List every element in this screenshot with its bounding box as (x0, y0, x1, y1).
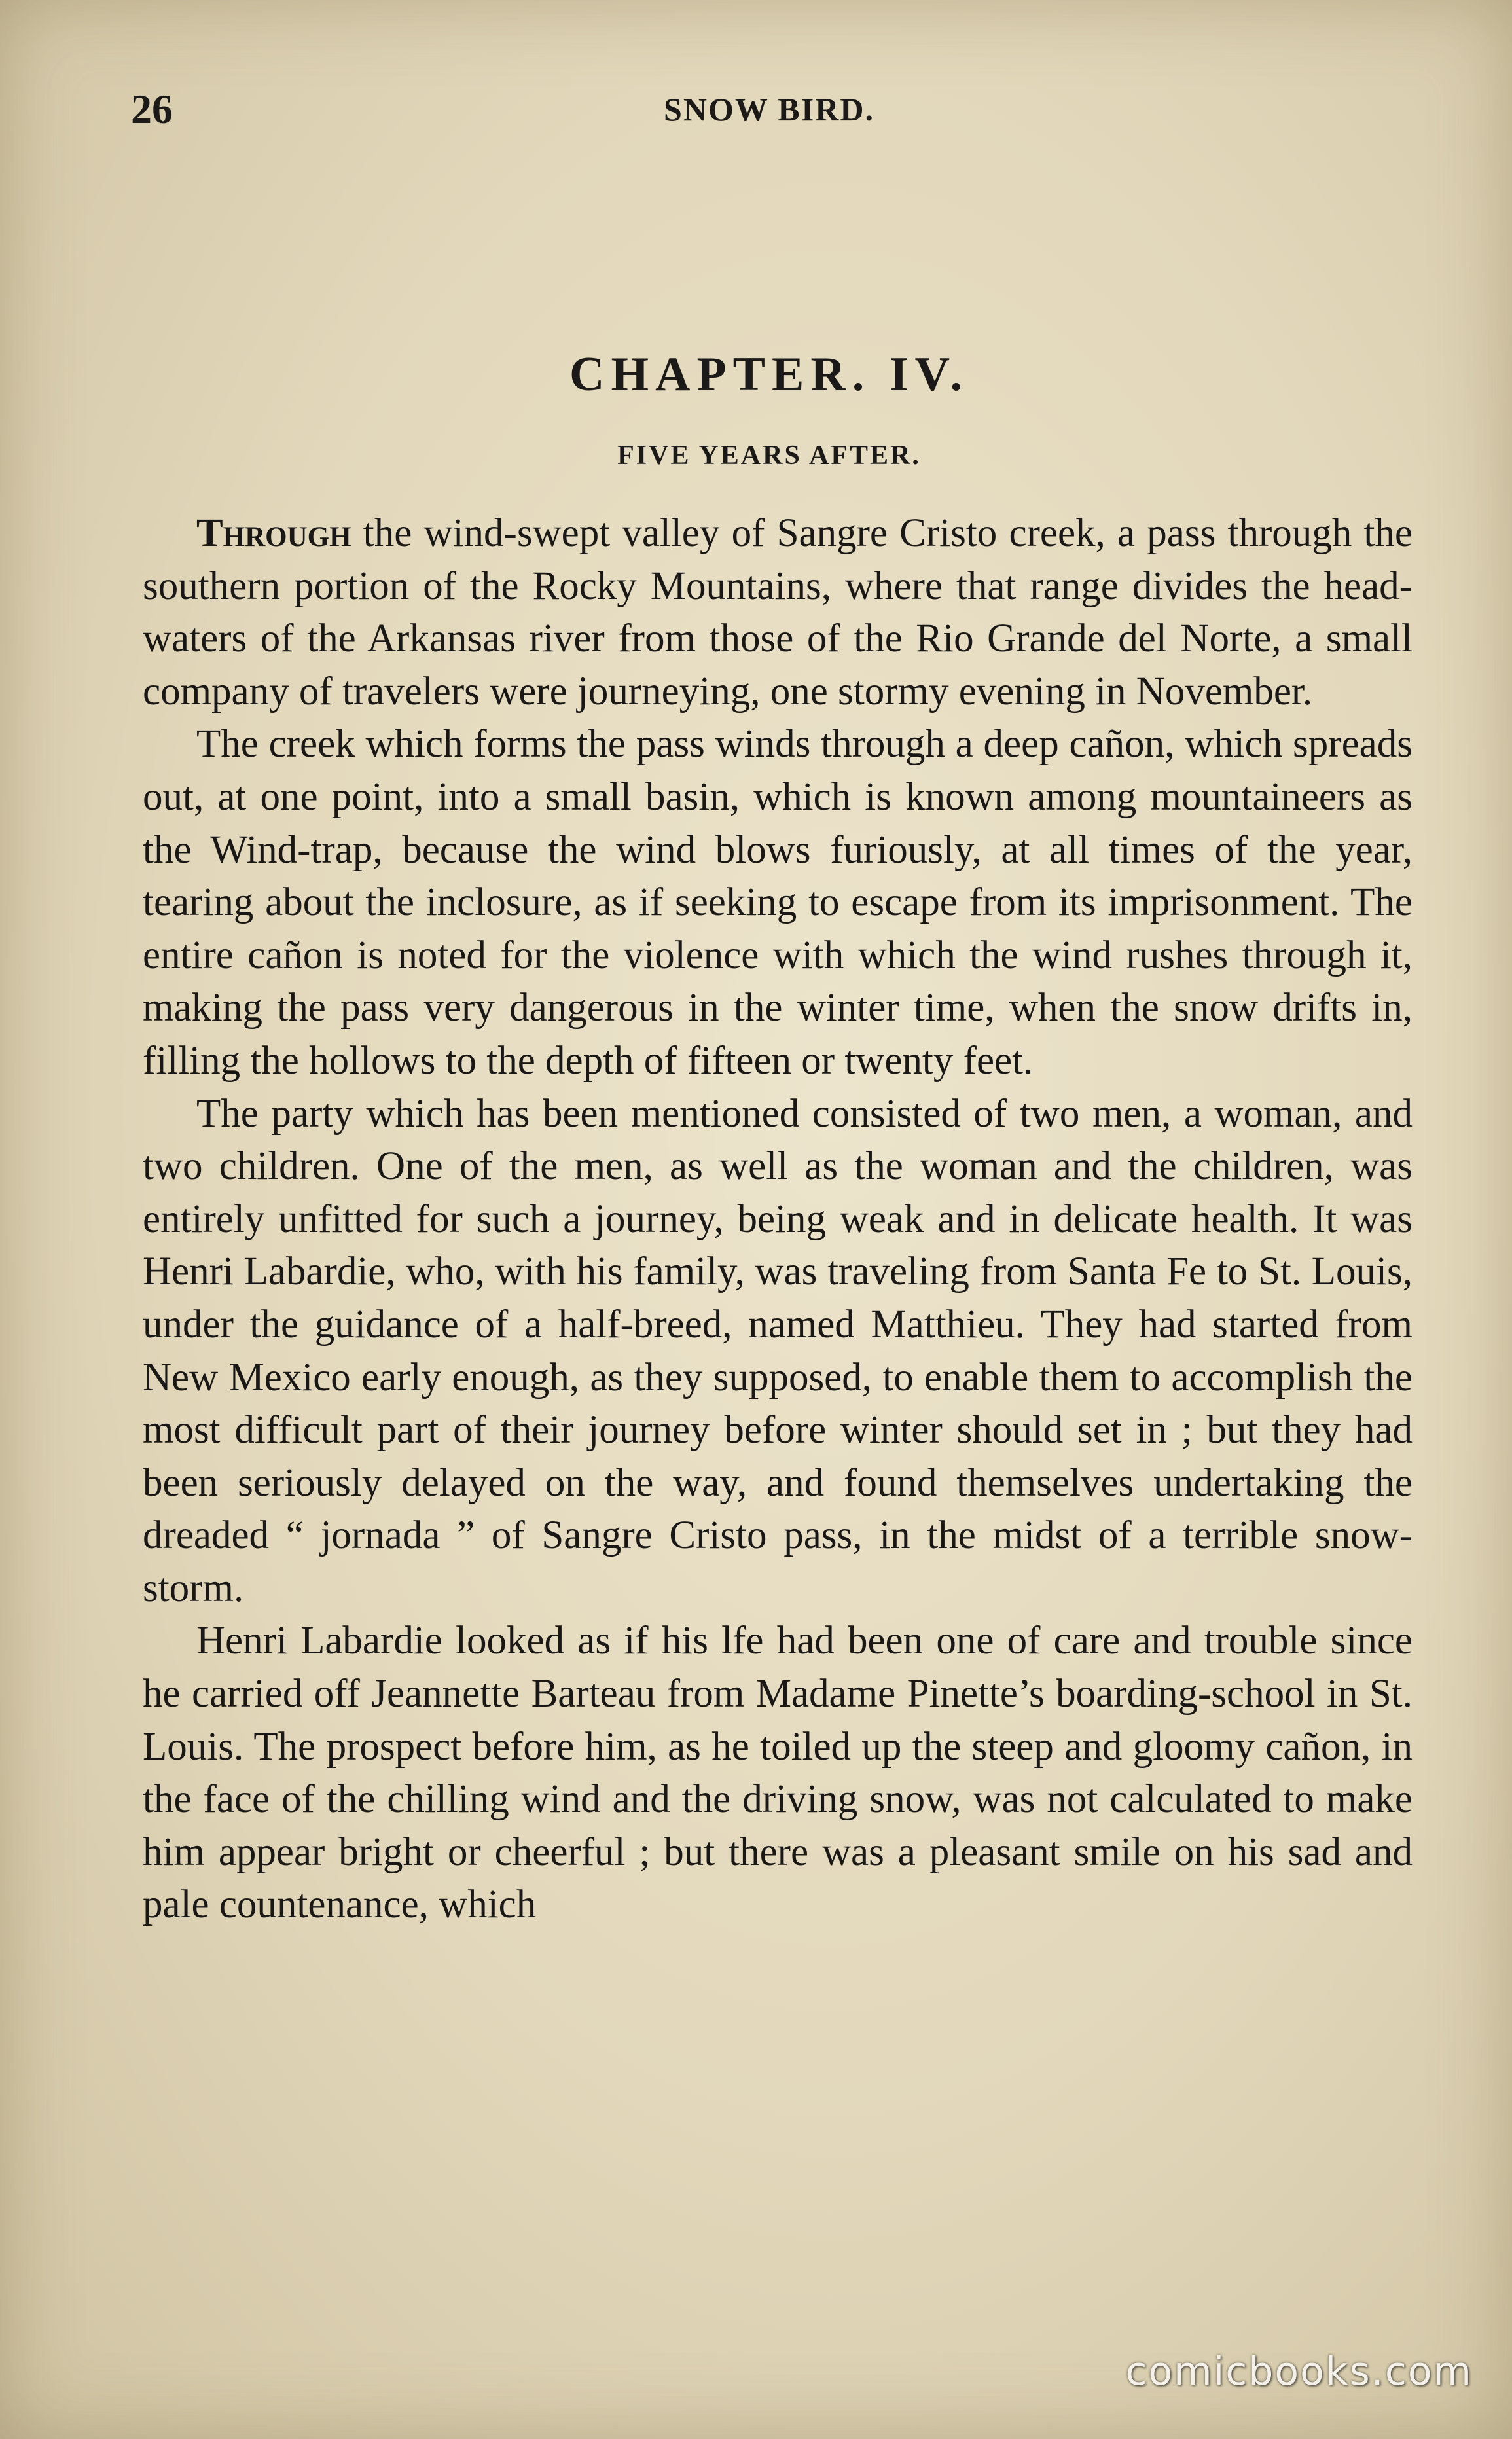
paragraph (143, 718, 1413, 1087)
page-header (131, 85, 1407, 144)
chapter-subtitle: FIVE YEARS AFTER. (617, 441, 921, 471)
body-text (143, 507, 1413, 1932)
page-number: 26 (131, 86, 173, 132)
watermark: comicbooks.com (1125, 2349, 1473, 2394)
running-head: SNOW BIRD. (664, 91, 874, 128)
chapter-title: CHAPTER. IV. (569, 348, 969, 401)
paragraph-text: The party which has been mentioned consisted of two men, a woman, and two children. One of the men, as well as the woman and the children, was entirely unfitted for such a journey, being weak and in delicate health. It was Henri Labardie, who, with his family, was traveling from Santa Fe to St. Louis, under the guidance of a half-breed, named Matthieu. They had started from New Mexico early enough, as they supposed, to enable them to accomplish the most difficult part of their journey before winter should set in ; but they had been seriously delayed on the way, and found themselves undertaking the dreaded “ jornada ” of Sangre Cristo pass, in the midst of a terrible snow-storm. (143, 1091, 1413, 1610)
paragraph-text: Henri Labardie looked as if his lfe had been one of care and trouble since he carried off Jeannette Barteau from Madame Pinette’s boarding-school in St. Louis. The prospect before him, as he toiled up the steep and gloomy cañon, in the face of the chilling wind and the driving snow, was not calculated to make him appear bright or cheerful ; but there was a pleasant smile on his sad and pale countenance, which (143, 1619, 1413, 1927)
paragraph (143, 507, 1413, 718)
paragraph (143, 1088, 1413, 1616)
lead-word: Through (196, 511, 351, 555)
paragraph (143, 1615, 1413, 1932)
paragraph-text: the wind-swept valley of Sangre Cristo creek, a pass through the southern portion of the Rocky Mountains, where that range divides the head-waters of the Arkansas river from those of the Rio Grande del Norte, a small company of travelers were journeying, one stormy evening in November. (143, 511, 1413, 714)
paragraph-text: The creek which forms the pass winds through a deep cañon, which spreads out, at one point, into a small basin, which is known among mountaineers as the Wind-trap, because the wind blows furiously, at all times of the year, tearing about the inclosure, as if seeking to escape from its imprisonment. The entire cañon is noted for the violence with which the wind rushes through it, making the pass very dangerous in the winter time, when the snow drifts in, filling the hollows to the depth of fifteen or twenty feet. (143, 722, 1413, 1083)
